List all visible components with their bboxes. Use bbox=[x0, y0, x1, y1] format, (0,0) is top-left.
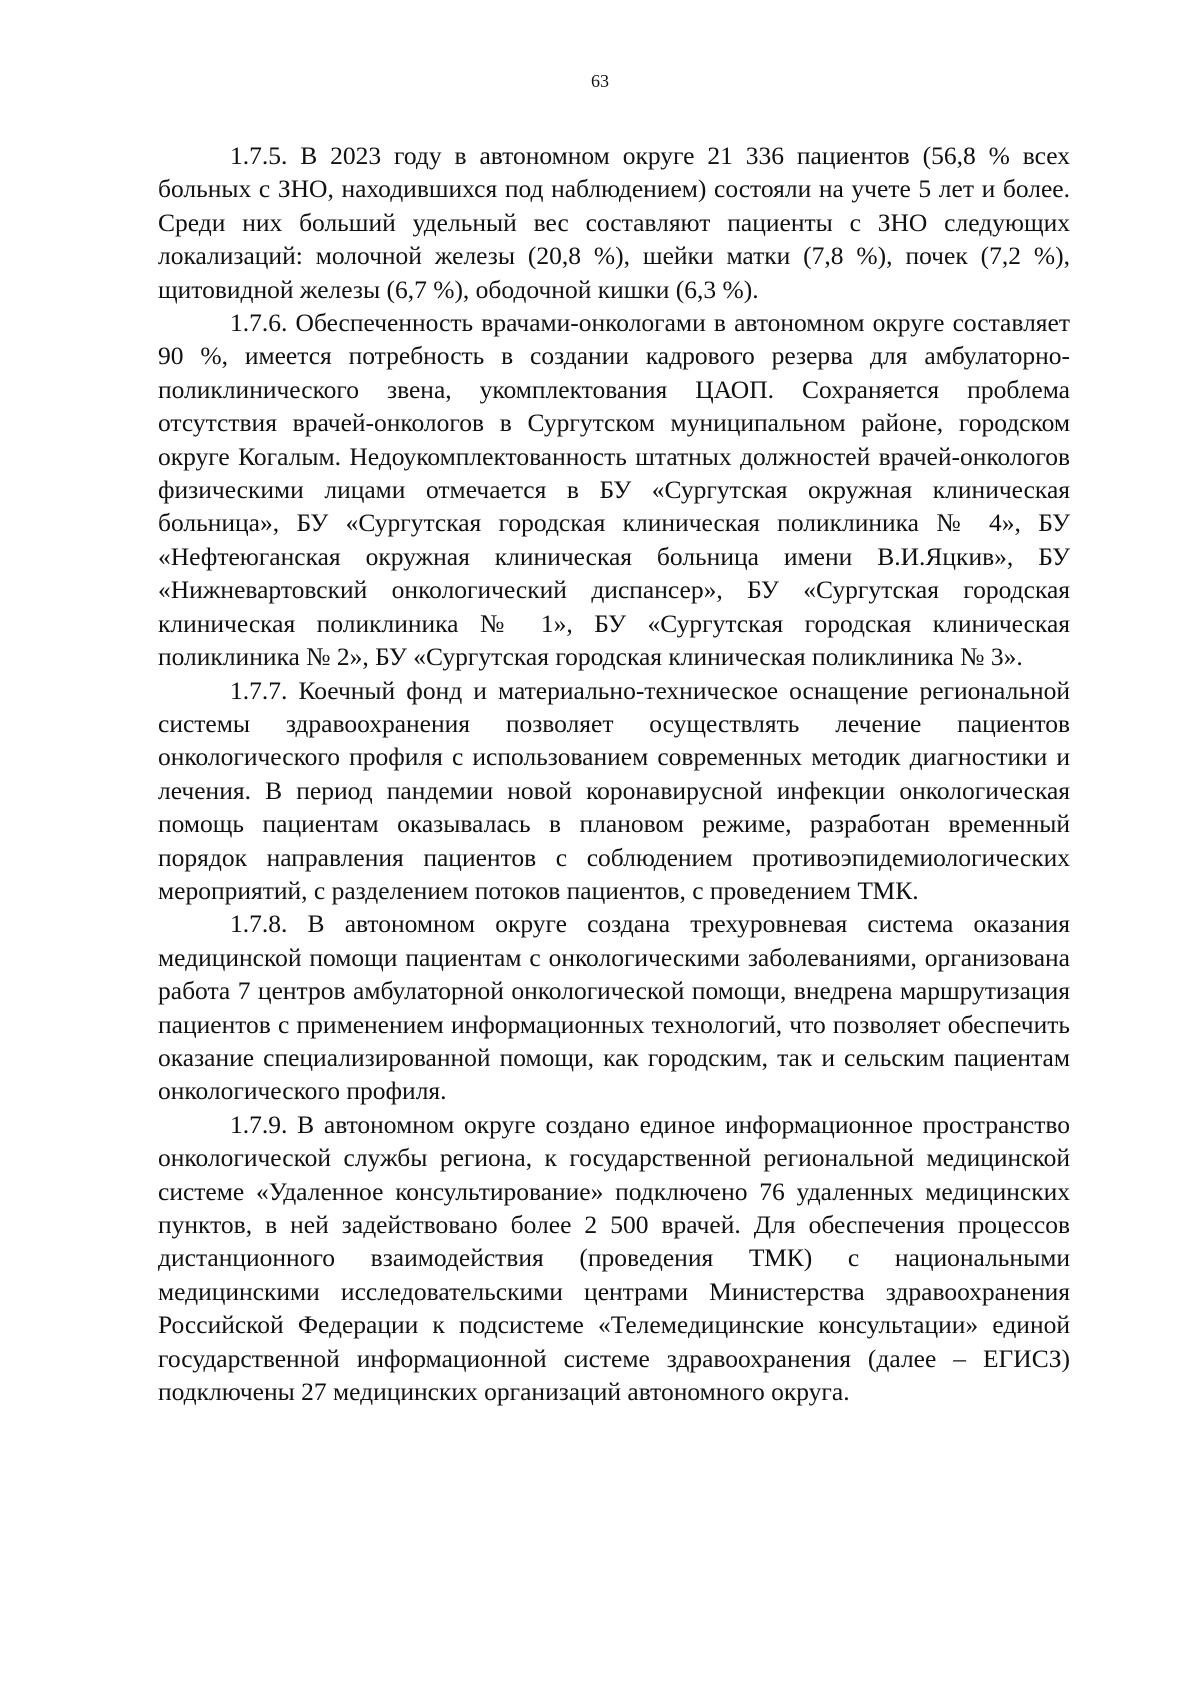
paragraph-1-7-6: 1.7.6. Обеспеченность врачами-онкологами в автономном округе составляет 90 %, имеется потребность в создании кадрового резерва для амбулаторно-поликлинического звена, укомплектования ЦАОП. Сохраняется проблема отсутствия врачей-онкологов в Сургутском муниципальном районе, городском округе Когалым. Недоукомплектованность штатных должностей врачей-онкологов физическими лицами отмечается в БУ «Сургутская окружная клиническая больница», БУ «Сургутская городская клиническая поликлиника № 4», БУ «Нефтеюганская окружная клиническая больница имени В.И.Яцкив», БУ «Нижневартовский онкологический диспансер», БУ «Сургутская городская клиническая поликлиника № 1», БУ «Сургутская городская клиническая поликлиника № 2», БУ «Сургутская городская клиническая поликлиника № 3». bbox=[158, 308, 1070, 672]
paragraph-1-7-5: 1.7.5. В 2023 году в автономном округе 21 336 пациентов (56,8 % всех больных с ЗНО, находившихся под наблюдением) состояли на учете 5 лет и более. Среди них больший удельный вес составляют пациенты с ЗНО следующих локализаций: молочной железы (20,8 %), шейки матки (7,8 %), почек (7,2 %), щитовидной железы (6,7 %), ободочной кишки (6,3 %). bbox=[158, 141, 1070, 304]
page-number: 63 bbox=[591, 71, 609, 91]
document-body bbox=[158, 139, 1070, 1408]
paragraph-1-7-7: 1.7.7. Коечный фонд и материально-техническое оснащение региональной системы здравоохранения позволяет осуществлять лечение пациентов онкологического профиля с использованием современных методик диагностики и лечения. В период пандемии новой коронавирусной инфекции онкологическая помощь пациентам оказывалась в плановом режиме, разработан временный порядок направления пациентов с соблюдением противоэпидемиологических мероприятий, с разделением потоков пациентов, с проведением ТМК. bbox=[158, 675, 1070, 905]
paragraph-1-7-8: 1.7.8. В автономном округе создана трехуровневая система оказания медицинской помощи пациентам с онкологическими заболеваниями, организована работа 7 центров амбулаторной онкологической помощи, внедрена маршрутизация пациентов с применением информационных технологий, что позволяет обеспечить оказание специализированной помощи, как городским, так и сельским пациентам онкологического профиля. bbox=[158, 909, 1070, 1106]
paragraph-1-7-9: 1.7.9. В автономном округе создано единое информационное пространство онкологической службы региона, к государственной региональной медицинской системе «Удаленное консультирование» подключено 76 удаленных медицинских пунктов, в ней задействовано более 2 500 врачей. Для обеспечения процессов дистанционного взаимодействия (проведения ТМК) с национальными медицинскими исследовательскими центрами Министерства здравоохранения Российской Федерации к подсистеме «Телемедицинские консультации» единой государственной информационной системе здравоохранения (далее – ЕГИСЗ) подключены 27 медицинских организаций автономного округа. bbox=[158, 1109, 1070, 1407]
